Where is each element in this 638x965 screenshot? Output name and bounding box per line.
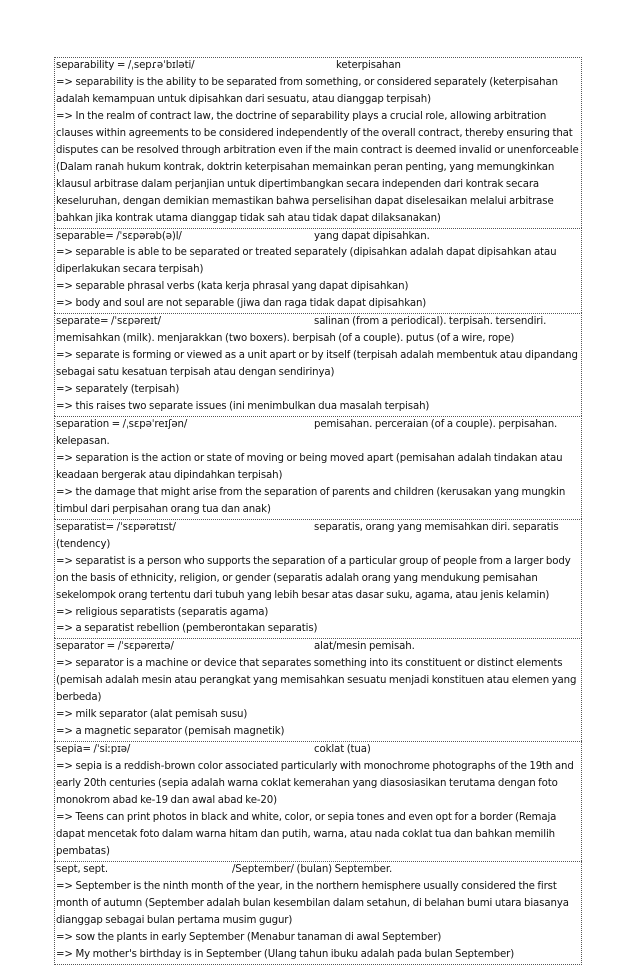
entry-separation <box>54 416 582 519</box>
entry-separatist <box>54 519 582 639</box>
entry-separator <box>54 638 582 741</box>
entry-gloss: coklat (tua) <box>314 744 371 756</box>
example-line: => September is the ninth month of the year, in the northern hemisphere usually considered the first month of autumn (September adalah bulan kesembilan dalam setahun, di belahan bumi utara biasanya dianggap sebagai bulan pertama musim gugur) <box>56 880 569 926</box>
example-line: => a magnetic separator (pemisah magnetik) <box>56 726 285 738</box>
entry-sepia <box>54 741 582 861</box>
example-line: => Teens can print photos in black and white, color, or sepia tones and even opt for a border (Remaja dapat mencetak foto dalam warna hitam dan putih, warna, atau nada coklat tua dan bahkan memilih pembatas) <box>56 811 557 857</box>
example-line: => the damage that might arise from the separation of parents and children (kerusakan yang mungkin timbul dari perpisahan orang tua dan anak) <box>56 486 566 515</box>
example-line: => milk separator (alat pemisah susu) <box>56 709 248 721</box>
example-line: => separator is a machine or device that separates something into its constituent or distinct elements (pemisah adalah mesin atau perangkat yang memisahkan sesuatu menjadi konstituen atau elemen yang berbeda) <box>56 658 577 704</box>
entry-term: sept, sept. <box>56 863 108 875</box>
example-line: => separability is the ability to be separated from something, or considered separately (keterpisahan adalah kemampuan untuk dipisahkan dari sesuatu, atau dianggap terpisah) <box>56 76 558 105</box>
entry-gloss: keterpisahan <box>336 60 401 71</box>
entry-header <box>56 417 580 451</box>
entry-header <box>56 58 580 75</box>
entry-gloss: yang dapat dipisahkan. <box>314 230 430 242</box>
entry-gloss: /September/ (bulan) September. <box>232 863 393 875</box>
entry-header <box>56 862 580 879</box>
example-line: => separation is the action or state of moving or being moved apart (pemisahan adalah tindakan atau keadaan bergerak atau dipindahkan terpisah) <box>56 452 563 481</box>
example-line: => separatist is a person who supports the separation of a particular group of people from a larger body on the basis of ethnicity, religion, or gender (separatis adalah orang yang mendukung pemisahan sekelompok orang tertentu dari tubuh yang lebih besar atas dasar suku, agama, atau jenis kelamin) <box>56 555 571 601</box>
entry-term: separability = /ˌsepɾəˈbɪləti/ <box>56 60 195 71</box>
entry-header <box>56 520 580 554</box>
entry-gloss: alat/mesin pemisah. <box>314 641 415 653</box>
example-line: => sow the plants in early September (Menabur tanaman di awal September) <box>56 931 442 943</box>
example-line: => a separatist rebellion (pemberontakan separatis) <box>56 623 318 635</box>
entry-term: sepia= /ˈsiːpɪə/ <box>56 744 131 756</box>
dictionary-sheet <box>54 57 582 965</box>
entry-sept <box>54 861 582 965</box>
example-line: => body and soul are not separable (jiwa dan raga tidak dapat dipisahkan) <box>56 298 427 310</box>
example-line: => separable phrasal verbs (kata kerja phrasal yang dapat dipisahkan) <box>56 281 409 293</box>
entry-term: separable= /ˈsɛpərəb(ə)l/ <box>56 230 182 242</box>
example-line: => separable is able to be separated or treated separately (dipisahkan adalah dapat dipisahkan atau diperlakukan secara terpisah) <box>56 247 557 276</box>
entry-separate <box>54 313 582 416</box>
example-line: => In the realm of contract law, the doctrine of separability plays a crucial role, allowing arbitration clauses within agreements to be considered independently of the overall contract, thereby ensuring that disputes can be resolved through arbitration even if the main contract is deemed invalid or unenforceable (Dalam ranah hukum kontrak, doktrin keterpisahan memainkan peran penting, yang memungkinkan klausul arbitrase dalam perjanjian untuk dipertimbangkan secara independen dari kontrak secara keseluruhan, dengan demikian memastikan bahwa perselisihan dapat diselesaikan melalui arbitrase bahkan jika kontrak utama dianggap tidak sah atau tidak dapat dilaksanakan) <box>56 110 579 224</box>
example-line: => separate is forming or viewed as a unit apart or by itself (terpisah adalah membentuk atau dipandang sebagai satu kesatuan terpisah atau dengan sendirinya) <box>56 350 578 379</box>
entry-gloss: salinan (from a periodical). terpisah. tersendiri. memisahkan (milk). menjarakkan (two boxers). berpisah (of a couple). putus (of a wire, rope) <box>56 316 547 345</box>
entry-gloss: separatis, orang yang memisahkan diri. separatis (tendency) <box>56 521 559 550</box>
example-line: => this raises two separate issues (ini menimbulkan dua masalah terpisah) <box>56 401 430 413</box>
entry-term: separate= /ˈsɛpəreɪt/ <box>56 316 161 328</box>
entry-separability <box>54 57 582 228</box>
entry-term: separation = /ˌsɛpəˈreɪʃən/ <box>56 419 188 431</box>
entry-separable <box>54 228 582 314</box>
example-line: => separately (terpisah) <box>56 384 180 396</box>
entry-header <box>56 229 580 246</box>
entry-header <box>56 639 580 656</box>
example-line: => sepia is a reddish-brown color associated particularly with monochrome photographs of the 19th and early 20th centuries (sepia adalah warna coklat kemerahan yang diasosiasikan terutama dengan foto monokrom abad ke-19 dan awal abad ke-20) <box>56 761 574 806</box>
entry-gloss: pemisahan. perceraian (of a couple). perpisahan. kelepasan. <box>56 419 558 447</box>
example-line: => religious separatists (separatis agama) <box>56 606 269 618</box>
entry-term: separatist= /ˈsɛpərətɪst/ <box>56 521 176 533</box>
entry-header <box>56 314 580 348</box>
example-line: => My mother's birthday is in September (Ulang tahun ibuku adalah pada bulan September) <box>56 948 515 960</box>
entry-term: separator = /ˈsɛpəreɪtə/ <box>56 641 174 653</box>
entry-header <box>56 742 580 759</box>
